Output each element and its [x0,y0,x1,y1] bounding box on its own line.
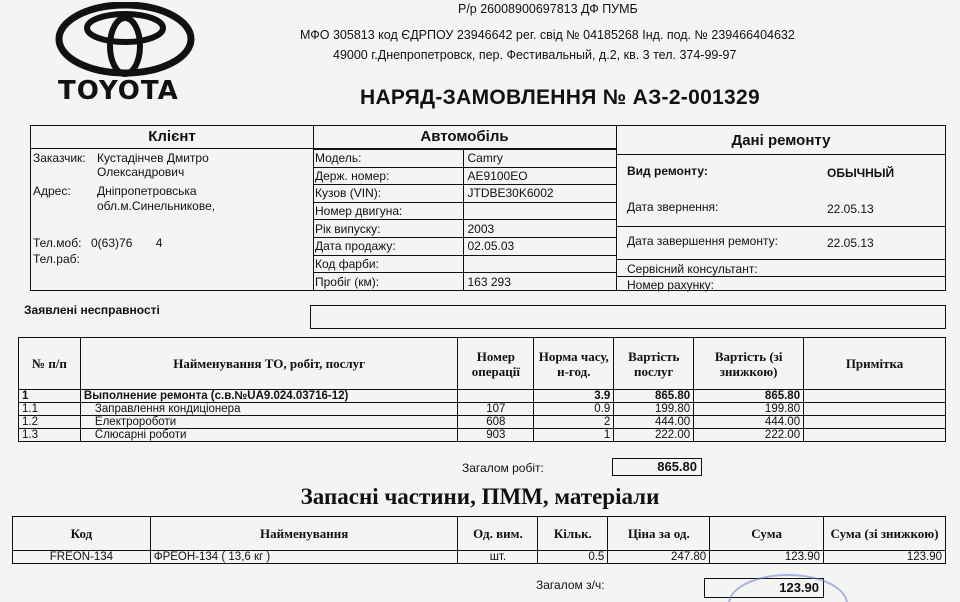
col-cost: Вартість послуг [614,338,694,390]
work-note [804,390,946,403]
car-field-row [313,185,616,203]
repair-type-label: Вид ремонту: [627,164,708,178]
car-field-label: Номер двигуна: [313,202,463,220]
part-name: ФРЕОН-134 ( 13,6 кг ) [150,551,458,564]
parts-table [12,516,946,564]
repair-type-value: ОБЫЧНЫЙ [827,166,895,180]
work-norm: 0.9 [534,403,614,416]
request-date-value: 22.05.13 [827,202,874,216]
car-field-value: 02.05.03 [463,237,616,255]
car-header: Автомобіль [420,128,509,145]
car-field-label: Рік випуску: [313,220,463,238]
works-total-label: Загалом робіт: [462,461,544,475]
car-field-label: Пробіг (км): [313,273,463,291]
request-date-label: Дата звернення: [627,200,719,214]
work-name: Заправлення кондиціонера [80,403,457,416]
col-qty: Кільк. [538,517,608,551]
finish-date-label: Дата завершення ремонту: [627,234,778,248]
col-note: Примітка [804,338,946,390]
car-field-value: Camry [463,150,616,168]
table-row [13,551,946,564]
car-field-label: Дата продажу: [313,237,463,255]
work-norm: 3.9 [534,390,614,403]
car-field-value: AE9100EO [463,167,616,185]
car-fields [313,149,616,290]
col-part-name: Найменування [150,517,458,551]
work-disc: 222.00 [694,429,804,442]
bank-account: Р/р 26008900697813 ДФ ПУМБ [458,2,638,16]
car-field-label: Держ. номер: [313,167,463,185]
parts-total-value: 123.90 [704,578,824,598]
invoice-label: Номер рахунку: [627,278,714,292]
works-total-value: 865.80 [612,458,702,476]
work-disc: 444.00 [694,416,804,429]
work-cost: 865.80 [614,390,694,403]
toyota-emblem-icon [55,2,195,77]
address-line1: Дніпропетровська [97,184,197,198]
repair-header: Дані ремонту [731,132,831,149]
car-field-value [463,255,616,273]
work-disc: 865.80 [694,390,804,403]
work-op: 107 [458,403,534,416]
address-label: Адрес: [33,184,71,198]
faults-label: Заявлені несправності [24,303,160,317]
car-field-row [313,167,616,185]
work-note [804,403,946,416]
col-norm: Норма часу, н-год. [534,338,614,390]
car-field-value: 2003 [463,220,616,238]
consultant-label: Сервісний консультант: [627,262,758,276]
bank-address: 49000 г.Днепропетровск, пер. Фестивальный, д.2, кв. 3 тел. 374-99-97 [333,48,737,62]
col-disc: Вартість (зі знижкою) [694,338,804,390]
car-field-row [313,237,616,255]
col-code: Код [13,517,151,551]
car-field-value: JTDBE30K6002 [463,185,616,203]
part-code: FREON-134 [13,551,151,564]
car-field-row [313,202,616,220]
work-no: 1.1 [19,403,81,416]
car-field-row [313,255,616,273]
col-op: Номер операції [458,338,534,390]
col-sum-disc: Сума (зі знижкою) [824,517,946,551]
car-field-label: Кузов (VIN): [313,185,463,203]
customer-name-line1: Кустадінчев Дмитро [97,151,209,165]
customer-name-line2: Олександрович [97,165,185,179]
work-no: 1.3 [19,429,81,442]
col-work-name: Найменування ТО, робіт, послуг [80,338,457,390]
works-table [18,337,946,442]
document-title: НАРЯД-ЗАМОВЛЕННЯ № АЗ-2-001329 [360,86,760,109]
order-info-block [30,125,946,291]
car-field-label: Код фарби: [313,255,463,273]
part-sum-disc: 123.90 [824,551,946,564]
work-phone-label: Тел.раб: [33,252,80,266]
car-field-row [313,273,616,291]
part-unit: шт. [458,551,538,564]
parts-heading: Запасні частини, ПММ, матеріали [300,484,660,509]
finish-date-value: 22.05.13 [827,236,874,250]
bank-codes: МФО 305813 код ЄДРПОУ 23946642 рег. свід № 04185268 Інд. под. № 239466404632 [300,28,795,42]
work-cost: 444.00 [614,416,694,429]
work-name: Слюсарні роботи [80,429,457,442]
work-op [458,390,534,403]
car-field-label: Модель: [313,150,463,168]
part-price: 247.80 [608,551,710,564]
customer-label: Заказчик: [33,151,86,165]
col-unit: Од. вим. [458,517,538,551]
work-cost: 222.00 [614,429,694,442]
work-no: 1 [19,390,81,403]
car-field-row [313,220,616,238]
mobile-value: 0(63)76 4 [91,236,163,250]
car-field-value [463,202,616,220]
parts-total-label: Загалом з/ч: [536,578,605,592]
part-sum: 123.90 [710,551,824,564]
client-header: Клієнт [148,128,196,145]
table-row [19,416,946,429]
work-op: 608 [458,416,534,429]
work-name: Електророботи [80,416,457,429]
logo-wordmark: TOYOTA [58,76,179,106]
table-row [19,390,946,403]
work-op: 903 [458,429,534,442]
faults-box [310,305,946,329]
car-field-value: 163 293 [463,273,616,291]
col-sum: Сума [710,517,824,551]
table-row [19,429,946,442]
work-norm: 2 [534,416,614,429]
col-no: № п/п [19,338,81,390]
work-note [804,429,946,442]
table-row [19,403,946,416]
mobile-label: Тел.моб: [33,236,82,250]
work-no: 1.2 [19,416,81,429]
work-norm: 1 [534,429,614,442]
work-name: Выполнение ремонта (с.в.№UA9.024.03716-12) [80,390,457,403]
work-disc: 199.80 [694,403,804,416]
part-qty: 0.5 [538,551,608,564]
work-cost: 199.80 [614,403,694,416]
car-field-row [313,150,616,168]
col-price: Ціна за од. [608,517,710,551]
work-note [804,416,946,429]
address-line2: обл.м.Синельникове, [97,199,216,213]
